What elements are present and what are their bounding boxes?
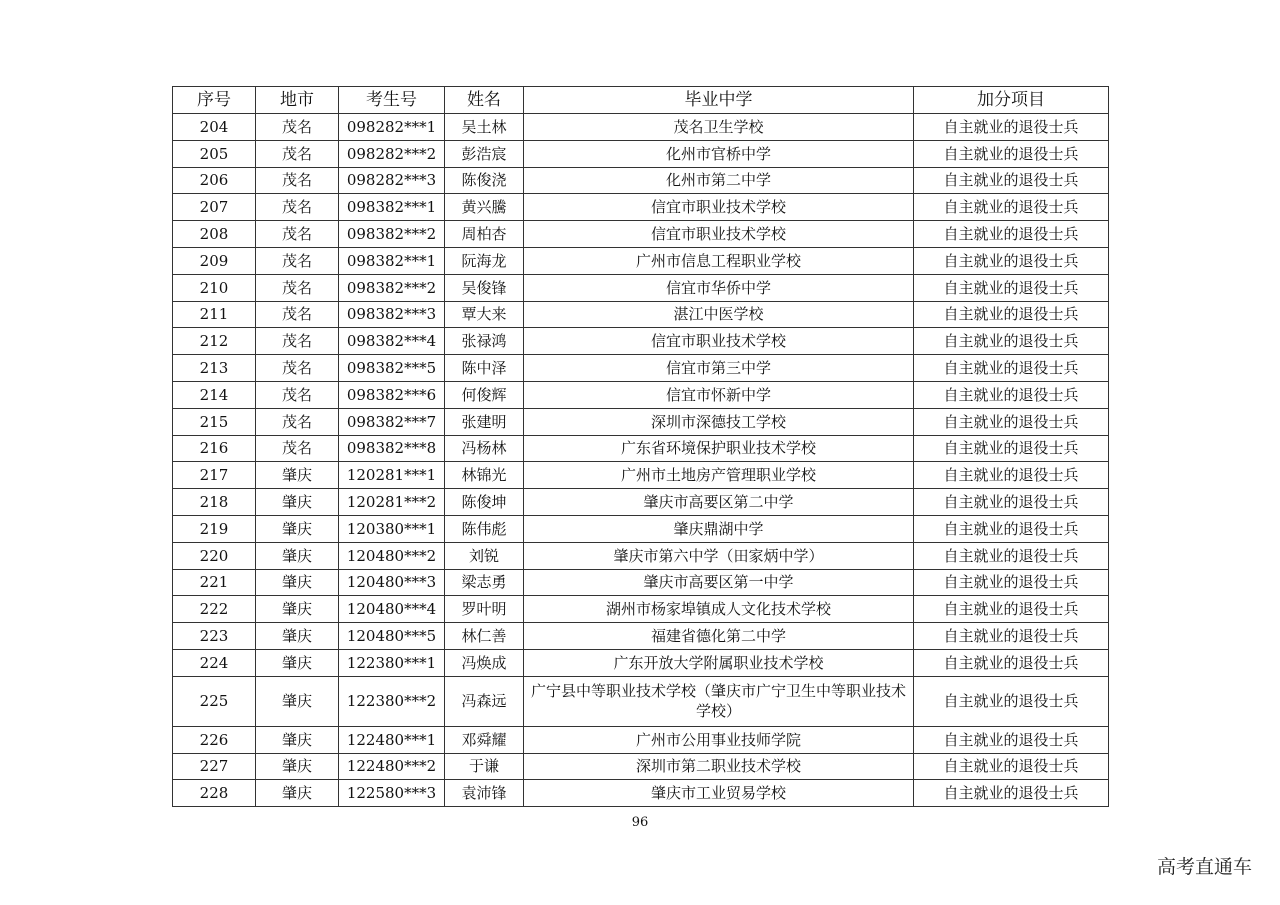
cell-city: 肇庆 bbox=[256, 489, 339, 516]
cell-bonus-item: 自主就业的退役士兵 bbox=[914, 221, 1109, 248]
header-bonus-item: 加分项目 bbox=[914, 87, 1109, 114]
table-row bbox=[173, 274, 1109, 301]
cell-bonus-item: 自主就业的退役士兵 bbox=[914, 623, 1109, 650]
cell-school: 肇庆市高要区第二中学 bbox=[524, 489, 914, 516]
table-row bbox=[173, 221, 1109, 248]
cell-exam-number: 120480***3 bbox=[339, 569, 445, 596]
cell-bonus-item: 自主就业的退役士兵 bbox=[914, 753, 1109, 780]
cell-name: 吴土林 bbox=[445, 114, 524, 141]
cell-bonus-item: 自主就业的退役士兵 bbox=[914, 301, 1109, 328]
cell-name: 陈中泽 bbox=[445, 355, 524, 382]
cell-school: 广州市公用事业技师学院 bbox=[524, 726, 914, 753]
cell-city: 茂名 bbox=[256, 167, 339, 194]
cell-school: 福建省德化第二中学 bbox=[524, 623, 914, 650]
table-row bbox=[173, 726, 1109, 753]
cell-school: 信宜市职业技术学校 bbox=[524, 194, 914, 221]
cell-bonus-item: 自主就业的退役士兵 bbox=[914, 140, 1109, 167]
cell-bonus-item: 自主就业的退役士兵 bbox=[914, 462, 1109, 489]
table-row bbox=[173, 753, 1109, 780]
cell-exam-number: 098382***8 bbox=[339, 435, 445, 462]
cell-exam-number: 098282***3 bbox=[339, 167, 445, 194]
table-row bbox=[173, 462, 1109, 489]
cell-seq: 220 bbox=[173, 542, 256, 569]
cell-school: 肇庆市第六中学（田家炳中学） bbox=[524, 542, 914, 569]
table-row bbox=[173, 596, 1109, 623]
cell-name: 林仁善 bbox=[445, 623, 524, 650]
table-row bbox=[173, 542, 1109, 569]
cell-seq: 206 bbox=[173, 167, 256, 194]
cell-city: 肇庆 bbox=[256, 753, 339, 780]
cell-bonus-item: 自主就业的退役士兵 bbox=[914, 408, 1109, 435]
cell-school: 化州市官桥中学 bbox=[524, 140, 914, 167]
cell-bonus-item: 自主就业的退役士兵 bbox=[914, 596, 1109, 623]
cell-seq: 212 bbox=[173, 328, 256, 355]
cell-exam-number: 120380***1 bbox=[339, 515, 445, 542]
cell-exam-number: 120480***4 bbox=[339, 596, 445, 623]
cell-city: 肇庆 bbox=[256, 623, 339, 650]
cell-name: 覃大来 bbox=[445, 301, 524, 328]
cell-name: 邓舜耀 bbox=[445, 726, 524, 753]
cell-bonus-item: 自主就业的退役士兵 bbox=[914, 274, 1109, 301]
table-header-row bbox=[173, 87, 1109, 114]
cell-bonus-item: 自主就业的退役士兵 bbox=[914, 780, 1109, 807]
cell-city: 肇庆 bbox=[256, 676, 339, 726]
header-city: 地市 bbox=[256, 87, 339, 114]
cell-name: 梁志勇 bbox=[445, 569, 524, 596]
cell-seq: 205 bbox=[173, 140, 256, 167]
cell-bonus-item: 自主就业的退役士兵 bbox=[914, 328, 1109, 355]
cell-bonus-item: 自主就业的退役士兵 bbox=[914, 726, 1109, 753]
table-row bbox=[173, 435, 1109, 462]
cell-exam-number: 122580***3 bbox=[339, 780, 445, 807]
table-row bbox=[173, 408, 1109, 435]
cell-seq: 228 bbox=[173, 780, 256, 807]
cell-name: 吴俊锋 bbox=[445, 274, 524, 301]
cell-exam-number: 098382***4 bbox=[339, 328, 445, 355]
cell-exam-number: 120480***5 bbox=[339, 623, 445, 650]
cell-seq: 211 bbox=[173, 301, 256, 328]
cell-city: 茂名 bbox=[256, 221, 339, 248]
cell-name: 张禄鸿 bbox=[445, 328, 524, 355]
cell-school: 广东省环境保护职业技术学校 bbox=[524, 435, 914, 462]
cell-exam-number: 098282***1 bbox=[339, 114, 445, 141]
cell-school: 茂名卫生学校 bbox=[524, 114, 914, 141]
cell-name: 袁沛锋 bbox=[445, 780, 524, 807]
cell-name: 冯森远 bbox=[445, 676, 524, 726]
cell-city: 肇庆 bbox=[256, 569, 339, 596]
cell-exam-number: 098382***2 bbox=[339, 274, 445, 301]
cell-city: 肇庆 bbox=[256, 542, 339, 569]
cell-name: 罗叶明 bbox=[445, 596, 524, 623]
cell-school: 信宜市华侨中学 bbox=[524, 274, 914, 301]
cell-school: 信宜市职业技术学校 bbox=[524, 221, 914, 248]
page-number: 96 bbox=[631, 815, 649, 830]
cell-seq: 215 bbox=[173, 408, 256, 435]
table-row bbox=[173, 780, 1109, 807]
cell-seq: 204 bbox=[173, 114, 256, 141]
cell-seq: 214 bbox=[173, 381, 256, 408]
bonus-points-table bbox=[172, 86, 1109, 807]
table-row bbox=[173, 649, 1109, 676]
cell-name: 林锦光 bbox=[445, 462, 524, 489]
table-row bbox=[173, 676, 1109, 726]
cell-city: 茂名 bbox=[256, 114, 339, 141]
cell-school: 信宜市第三中学 bbox=[524, 355, 914, 382]
cell-school: 深圳市第二职业技术学校 bbox=[524, 753, 914, 780]
cell-seq: 216 bbox=[173, 435, 256, 462]
cell-bonus-item: 自主就业的退役士兵 bbox=[914, 515, 1109, 542]
cell-city: 肇庆 bbox=[256, 726, 339, 753]
cell-exam-number: 122480***1 bbox=[339, 726, 445, 753]
cell-school: 化州市第二中学 bbox=[524, 167, 914, 194]
header-school: 毕业中学 bbox=[524, 87, 914, 114]
cell-seq: 210 bbox=[173, 274, 256, 301]
cell-name: 黄兴騰 bbox=[445, 194, 524, 221]
cell-bonus-item: 自主就业的退役士兵 bbox=[914, 381, 1109, 408]
table-row bbox=[173, 355, 1109, 382]
cell-city: 茂名 bbox=[256, 140, 339, 167]
table-row bbox=[173, 247, 1109, 274]
cell-exam-number: 098382***3 bbox=[339, 301, 445, 328]
cell-school: 信宜市怀新中学 bbox=[524, 381, 914, 408]
cell-name: 周柏杏 bbox=[445, 221, 524, 248]
cell-bonus-item: 自主就业的退役士兵 bbox=[914, 649, 1109, 676]
header-exam-number: 考生号 bbox=[339, 87, 445, 114]
cell-name: 陈俊坤 bbox=[445, 489, 524, 516]
cell-city: 肇庆 bbox=[256, 515, 339, 542]
cell-city: 茂名 bbox=[256, 435, 339, 462]
cell-seq: 218 bbox=[173, 489, 256, 516]
cell-exam-number: 098382***2 bbox=[339, 221, 445, 248]
cell-seq: 221 bbox=[173, 569, 256, 596]
cell-exam-number: 122380***1 bbox=[339, 649, 445, 676]
cell-city: 茂名 bbox=[256, 301, 339, 328]
cell-city: 肇庆 bbox=[256, 780, 339, 807]
cell-seq: 227 bbox=[173, 753, 256, 780]
cell-name: 冯杨林 bbox=[445, 435, 524, 462]
cell-city: 肇庆 bbox=[256, 649, 339, 676]
cell-bonus-item: 自主就业的退役士兵 bbox=[914, 676, 1109, 726]
cell-city: 茂名 bbox=[256, 355, 339, 382]
cell-bonus-item: 自主就业的退役士兵 bbox=[914, 355, 1109, 382]
cell-school: 肇庆鼎湖中学 bbox=[524, 515, 914, 542]
header-seq: 序号 bbox=[173, 87, 256, 114]
cell-seq: 213 bbox=[173, 355, 256, 382]
cell-exam-number: 120480***2 bbox=[339, 542, 445, 569]
cell-school: 广东开放大学附属职业技术学校 bbox=[524, 649, 914, 676]
cell-exam-number: 098382***5 bbox=[339, 355, 445, 382]
cell-name: 何俊辉 bbox=[445, 381, 524, 408]
cell-seq: 219 bbox=[173, 515, 256, 542]
table-row bbox=[173, 569, 1109, 596]
cell-exam-number: 120281***1 bbox=[339, 462, 445, 489]
cell-exam-number: 098382***7 bbox=[339, 408, 445, 435]
cell-seq: 223 bbox=[173, 623, 256, 650]
cell-city: 茂名 bbox=[256, 194, 339, 221]
cell-bonus-item: 自主就业的退役士兵 bbox=[914, 542, 1109, 569]
table-row bbox=[173, 194, 1109, 221]
table-row bbox=[173, 381, 1109, 408]
table-row bbox=[173, 489, 1109, 516]
cell-name: 阮海龙 bbox=[445, 247, 524, 274]
cell-name: 陈俊浇 bbox=[445, 167, 524, 194]
cell-exam-number: 098382***6 bbox=[339, 381, 445, 408]
cell-seq: 208 bbox=[173, 221, 256, 248]
table-row bbox=[173, 515, 1109, 542]
header-name: 姓名 bbox=[445, 87, 524, 114]
table-row bbox=[173, 328, 1109, 355]
cell-seq: 222 bbox=[173, 596, 256, 623]
cell-name: 张建明 bbox=[445, 408, 524, 435]
cell-city: 茂名 bbox=[256, 408, 339, 435]
cell-school: 湖州市杨家埠镇成人文化技术学校 bbox=[524, 596, 914, 623]
cell-exam-number: 098382***1 bbox=[339, 247, 445, 274]
cell-bonus-item: 自主就业的退役士兵 bbox=[914, 194, 1109, 221]
cell-exam-number: 122480***2 bbox=[339, 753, 445, 780]
cell-seq: 226 bbox=[173, 726, 256, 753]
cell-name: 陈伟彪 bbox=[445, 515, 524, 542]
cell-school: 湛江中医学校 bbox=[524, 301, 914, 328]
cell-exam-number: 098282***2 bbox=[339, 140, 445, 167]
cell-school: 深圳市深德技工学校 bbox=[524, 408, 914, 435]
cell-city: 茂名 bbox=[256, 381, 339, 408]
cell-bonus-item: 自主就业的退役士兵 bbox=[914, 247, 1109, 274]
cell-bonus-item: 自主就业的退役士兵 bbox=[914, 569, 1109, 596]
cell-school: 广宁县中等职业技术学校（肇庆市广宁卫生中等职业技术学校） bbox=[524, 676, 914, 726]
cell-seq: 224 bbox=[173, 649, 256, 676]
cell-school: 肇庆市高要区第一中学 bbox=[524, 569, 914, 596]
table-row bbox=[173, 140, 1109, 167]
cell-school: 肇庆市工业贸易学校 bbox=[524, 780, 914, 807]
cell-school: 信宜市职业技术学校 bbox=[524, 328, 914, 355]
cell-bonus-item: 自主就业的退役士兵 bbox=[914, 435, 1109, 462]
cell-exam-number: 122380***2 bbox=[339, 676, 445, 726]
table-row bbox=[173, 167, 1109, 194]
cell-name: 刘锐 bbox=[445, 542, 524, 569]
table-row bbox=[173, 114, 1109, 141]
cell-seq: 217 bbox=[173, 462, 256, 489]
cell-city: 茂名 bbox=[256, 247, 339, 274]
cell-city: 茂名 bbox=[256, 328, 339, 355]
cell-seq: 207 bbox=[173, 194, 256, 221]
cell-bonus-item: 自主就业的退役士兵 bbox=[914, 167, 1109, 194]
cell-name: 彭浩宸 bbox=[445, 140, 524, 167]
cell-exam-number: 098382***1 bbox=[339, 194, 445, 221]
table-row bbox=[173, 623, 1109, 650]
cell-city: 茂名 bbox=[256, 274, 339, 301]
cell-name: 于谦 bbox=[445, 753, 524, 780]
cell-school: 广州市土地房产管理职业学校 bbox=[524, 462, 914, 489]
cell-exam-number: 120281***2 bbox=[339, 489, 445, 516]
cell-bonus-item: 自主就业的退役士兵 bbox=[914, 489, 1109, 516]
cell-city: 肇庆 bbox=[256, 462, 339, 489]
cell-seq: 209 bbox=[173, 247, 256, 274]
cell-seq: 225 bbox=[173, 676, 256, 726]
watermark-logo-text: 高考直通车 bbox=[1156, 856, 1252, 878]
cell-city: 肇庆 bbox=[256, 596, 339, 623]
table-row bbox=[173, 301, 1109, 328]
cell-name: 冯焕成 bbox=[445, 649, 524, 676]
cell-bonus-item: 自主就业的退役士兵 bbox=[914, 114, 1109, 141]
cell-school: 广州市信息工程职业学校 bbox=[524, 247, 914, 274]
